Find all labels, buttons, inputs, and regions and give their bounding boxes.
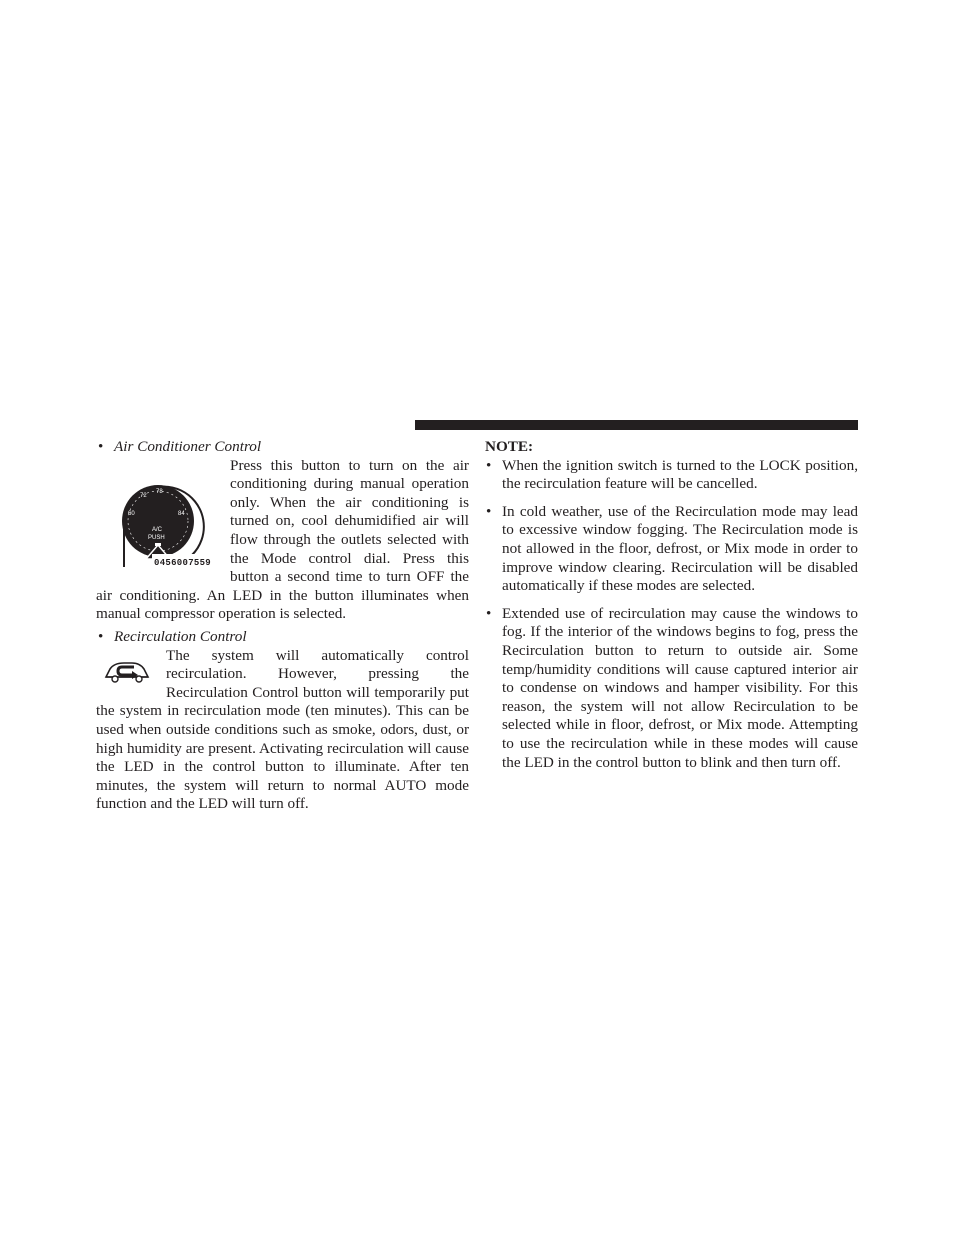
bullet: • xyxy=(98,438,104,455)
left-column xyxy=(96,438,469,814)
recirculation-icon xyxy=(102,655,152,689)
recirculation-control-body: The system will automatically control recirculation. However, pressing the Recirculation Control button will temporarily put the system in recirculation mode (ten minutes). This can be used when outside conditions such as smoke, odors, dust, or high humidity are present. Activating recirculation will cause the LED in the control button to illuminate. After ten minutes, the system will return to normal AUTO mode function and the LED will turn off. xyxy=(96,646,469,813)
dial-label-push: PUSH xyxy=(148,534,165,541)
note-item-text: In cold weather, use of the Recirculation mode may lead to excessive window fogging. The Recirculation mode is not allowed in the floor, defrost, or Mix mode in order to improve window clearing. Recirculation will be disabled automatically if these modes are selected. xyxy=(502,502,858,595)
note-item-text: When the ignition switch is turned to the LOCK position, the recirculation feature will be cancelled. xyxy=(502,456,858,493)
dial-label-78: 78 xyxy=(156,488,163,495)
dial-label-84: 84 xyxy=(178,510,185,517)
bullet: • xyxy=(486,456,492,474)
bullet: • xyxy=(486,604,492,622)
ac-control-body: Press this button to turn on the air conditioning during manual operation only. When the air conditioning is turned on, cool dehumidified air will flow through the outlets selected with the Mode control dial. Press this button a second time to turn OFF the air conditioning. An LED in the button illuminates when manual compressor operation is selected. xyxy=(96,456,469,623)
ac-control-heading xyxy=(96,438,469,457)
dial-label-ac: A/C xyxy=(152,526,163,533)
note-list xyxy=(485,457,858,773)
figure-code: 0456007559 xyxy=(152,554,213,573)
right-column xyxy=(485,438,858,781)
recirculation-control-heading xyxy=(96,628,469,647)
dial-label-72: 72 xyxy=(140,492,147,499)
list-item xyxy=(485,605,858,772)
dial-label-60: 60 xyxy=(128,510,135,517)
ac-control-heading-text: Air Conditioner Control xyxy=(114,438,262,455)
header-rule xyxy=(415,420,858,430)
bullet: • xyxy=(98,627,104,645)
ac-control-dial-illustration xyxy=(110,459,222,571)
recirculation-car-icon xyxy=(102,655,152,689)
recirculation-control-heading-text: Recirculation Control xyxy=(114,627,247,645)
note-label: NOTE: xyxy=(485,438,534,455)
list-item xyxy=(485,457,858,494)
bullet: • xyxy=(486,502,492,520)
note-item-text: Extended use of recirculation may cause the windows to fog. If the interior of the windows begins to fog, press the Recirculation button to return to outside air. Some temp/humidity conditions will cause captured interior air to condense on windows and hamper visibility. For this reason, the system will not allow Recirculation to be selected while in floor, defrost, or Mix mode. Attempting to use the recirculation while in these modes will cause the LED in the control button to blink and then turn off. xyxy=(502,604,858,771)
list-item xyxy=(485,503,858,596)
